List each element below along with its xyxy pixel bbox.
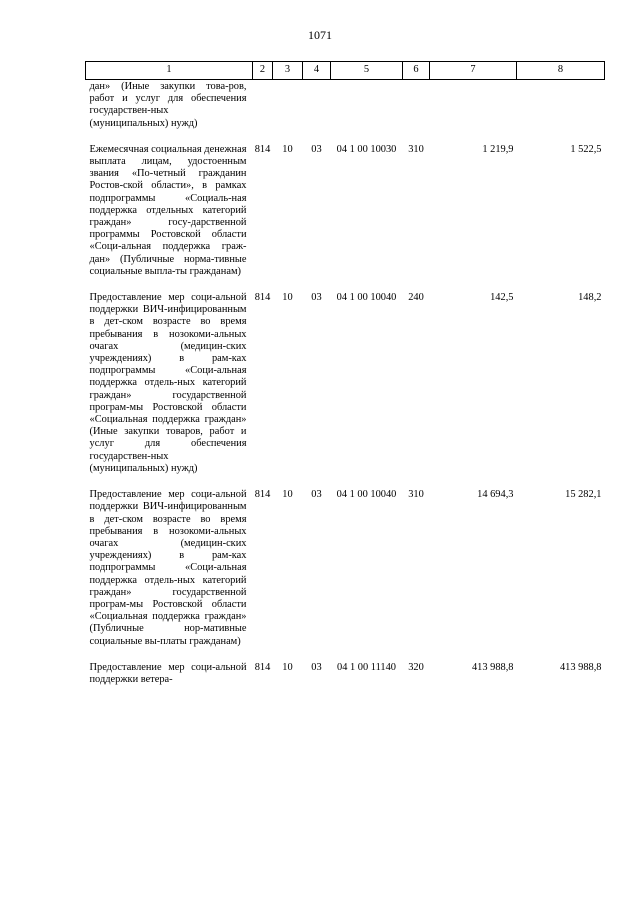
expense-type-code: 310 <box>408 489 424 501</box>
target-article-code: 04 1 00 10040 <box>336 292 397 304</box>
column-header: 1 <box>86 62 253 80</box>
expense-type-code: 240 <box>408 292 424 304</box>
target-article-code <box>331 80 403 144</box>
subsection-code: 03 <box>311 661 322 673</box>
column-header: 3 <box>273 62 303 80</box>
subsection-code: 03 <box>311 489 322 501</box>
amount-year-1: 1 219,9 <box>482 143 514 155</box>
section-code <box>273 80 303 144</box>
subsection-code <box>303 80 331 144</box>
amount-year-1: 413 988,8 <box>471 661 514 673</box>
ministry-code: 814 <box>254 489 271 501</box>
amount-year-2: 148,2 <box>578 292 602 304</box>
amount-year-2 <box>517 80 605 144</box>
ministry-code: 814 <box>254 292 271 304</box>
column-header: 7 <box>430 62 517 80</box>
section-code: 10 <box>282 661 293 673</box>
row-description: Предоставление мер соци-альной поддержки ВИЧ-инфицированным в дет-ском возрасте во время пребывания в нозокоми-альных очагах (медицин-ских учреждениях) в рам-ках подпрограммы «Соци-альная поддержка отдель-ных категорий граждан» государственной програм-мы Ростовской области «Социальная поддержка граждан» (Иные закупки товаров, работ и услуг для обеспечения государствен-ных (муниципальных) нужд) <box>89 292 247 474</box>
target-article-code: 04 1 00 11140 <box>337 661 396 673</box>
subsection-code: 03 <box>311 143 322 155</box>
row-description: Предоставление мер соци-альной поддержки ВИЧ-инфицированным в дет-ском возрасте во время пребывания в нозокоми-альных очагах (медицин-ских учреждениях) в рам-ках подпрограммы «Соци-альная поддержка отдель-ных категорий граждан» государственной програм-мы Ростовской области «Социальная поддержка граждан» (Публичные нор-мативные социальные вы-платы гражданам) <box>89 489 247 647</box>
table-row <box>86 662 605 700</box>
column-header: 4 <box>303 62 331 80</box>
amount-year-2: 15 282,1 <box>565 489 602 501</box>
column-header: 8 <box>517 62 605 80</box>
amount-year-2: 413 988,8 <box>559 661 602 673</box>
expense-type-code: 310 <box>408 143 424 155</box>
row-description: Предоставление мер соци-альной поддержки ветера- <box>89 661 247 685</box>
budget-table <box>85 61 605 700</box>
column-header: 5 <box>331 62 403 80</box>
table-row <box>86 80 605 144</box>
ministry-code: 814 <box>254 143 271 155</box>
amount-year-2: 1 522,5 <box>570 143 602 155</box>
section-code: 10 <box>282 143 293 155</box>
table-header-row <box>86 62 605 80</box>
amount-year-1: 142,5 <box>490 292 514 304</box>
expense-type-code: 320 <box>408 661 424 673</box>
ministry-code: 814 <box>254 661 271 673</box>
expense-type-code <box>403 80 430 144</box>
row-description: Ежемесячная социальная денежная выплата лицам, удостоенным звания «По-четный гражданин Ростов-ской области», в рамках подпрограммы «Социаль-ная поддержка отдельных категорий граждан» госу-дарственной программы Ростовской области «Соци-альная поддержка граж-дан» (Публичные норма-тивные социальные выпла-ты гражданам) <box>89 143 247 277</box>
section-code: 10 <box>282 292 293 304</box>
section-code: 10 <box>282 489 293 501</box>
row-description: дан» (Иные закупки това-ров, работ и услуг для обеспечения государствен-ных (муниципальных) нужд) <box>89 81 247 129</box>
table-row <box>86 489 605 662</box>
column-header: 6 <box>403 62 430 80</box>
ministry-code <box>253 80 273 144</box>
target-article-code: 04 1 00 10030 <box>336 143 397 155</box>
page-number: 1071 <box>308 28 332 42</box>
column-header: 2 <box>253 62 273 80</box>
table-row <box>86 292 605 489</box>
amount-year-1: 14 694,3 <box>477 489 514 501</box>
subsection-code: 03 <box>311 292 322 304</box>
table-row <box>86 144 605 292</box>
target-article-code: 04 1 00 10040 <box>336 489 397 501</box>
amount-year-1 <box>430 80 517 144</box>
